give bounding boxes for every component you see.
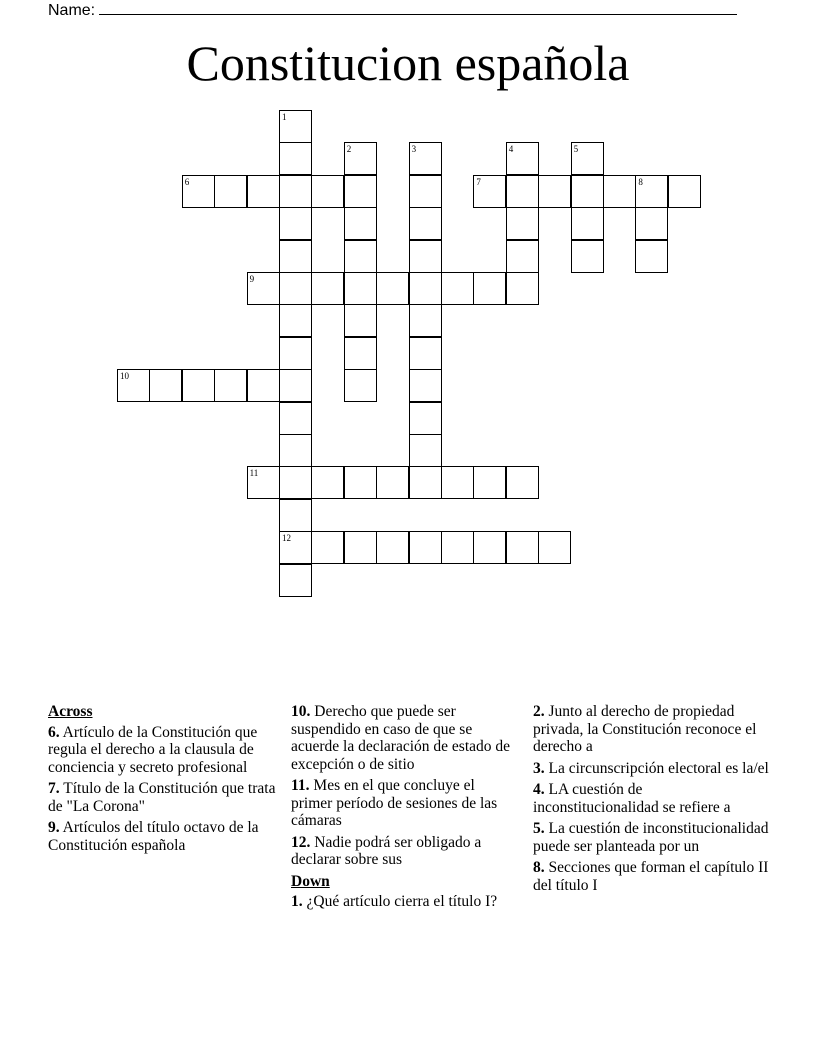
grid-cell[interactable] (506, 142, 539, 175)
clue-number: 8. (533, 859, 545, 876)
grid-cell[interactable] (441, 466, 474, 499)
clue-across-7 (48, 780, 280, 815)
grid-cell[interactable] (214, 175, 247, 208)
grid-cell[interactable] (473, 531, 506, 564)
grid-cell[interactable] (376, 272, 409, 305)
grid-cell[interactable] (344, 369, 377, 402)
grid-cell[interactable] (409, 240, 442, 273)
grid-cell[interactable] (506, 272, 539, 305)
grid-cell[interactable] (311, 175, 344, 208)
name-underline[interactable] (99, 0, 737, 15)
grid-cell[interactable] (409, 531, 442, 564)
grid-cell[interactable] (279, 110, 312, 143)
clues-column-1 (48, 703, 280, 858)
clue-text: Mes en el que concluye el primer período de sesiones de las cámaras (291, 777, 498, 829)
clue-number: 2. (533, 703, 545, 720)
grid-cell[interactable] (279, 402, 312, 435)
down-heading: Down (291, 872, 330, 890)
grid-cell[interactable] (441, 531, 474, 564)
clue-number: 12. (291, 833, 311, 851)
clue-across-9 (48, 819, 280, 854)
clue-text: Artículos del título octavo de la Constitución española (48, 819, 259, 854)
cell-number: 11 (249, 468, 259, 479)
grid-cell[interactable] (409, 207, 442, 240)
grid-cell[interactable] (635, 207, 668, 240)
grid-cell[interactable] (668, 175, 701, 208)
grid-cell[interactable] (571, 175, 604, 208)
grid-cell[interactable] (344, 531, 377, 564)
cell-number: 10 (120, 371, 129, 382)
grid-cell[interactable] (311, 466, 344, 499)
grid-cell[interactable] (279, 369, 312, 402)
grid-cell[interactable] (279, 207, 312, 240)
clue-text: Artículo de la Constitución que regula el derecho a la clausula de conciencia y secreto profesional (48, 723, 258, 776)
grid-cell[interactable] (344, 272, 377, 305)
grid-cell[interactable] (344, 175, 377, 208)
grid-cell[interactable] (344, 466, 377, 499)
grid-cell[interactable] (571, 240, 604, 273)
grid-cell[interactable] (344, 304, 377, 337)
clue-number: 5. (533, 820, 545, 837)
grid-cell[interactable] (182, 175, 215, 208)
clue-number: 1. (291, 893, 303, 910)
grid-cell[interactable] (279, 142, 312, 175)
clue-number: 6. (48, 723, 60, 741)
grid-cell[interactable] (149, 369, 182, 402)
clue-text: La cuestión de inconstitucionalidad puede ser planteada por un (533, 820, 769, 855)
grid-cell[interactable] (538, 175, 571, 208)
clue-text: La circunscripción electoral es la/el (548, 759, 769, 777)
grid-cell[interactable] (473, 466, 506, 499)
grid-cell[interactable] (635, 240, 668, 273)
clue-number: 9. (48, 819, 60, 836)
grid-cell[interactable] (409, 402, 442, 435)
clue-down-8 (533, 859, 771, 894)
grid-cell[interactable] (506, 240, 539, 273)
grid-cell[interactable] (538, 531, 571, 564)
grid-cell[interactable] (344, 240, 377, 273)
grid-cell[interactable] (279, 434, 312, 467)
cell-number: 5 (573, 144, 579, 155)
grid-cell[interactable] (409, 272, 442, 305)
grid-cell[interactable] (409, 369, 442, 402)
grid-cell[interactable] (473, 272, 506, 305)
grid-cell[interactable] (311, 531, 344, 564)
clue-text: Secciones que forman el capítulo II del título I (533, 859, 769, 894)
grid-cell[interactable] (376, 466, 409, 499)
clue-text: Nadie podrá ser obligado a declarar sobre sus (291, 833, 482, 868)
grid-cell[interactable] (376, 531, 409, 564)
clue-across-11 (291, 777, 515, 830)
clues-column-2 (291, 703, 515, 915)
clue-down-4 (533, 781, 771, 816)
clue-number: 7. (48, 780, 60, 797)
cell-number: 9 (249, 274, 255, 284)
name-field[interactable] (48, 0, 748, 20)
grid-cell[interactable] (279, 240, 312, 273)
cell-number: 6 (184, 176, 190, 187)
grid-cell[interactable] (344, 207, 377, 240)
cell-number: 2 (346, 144, 352, 155)
grid-cell[interactable] (441, 272, 474, 305)
cell-number: 3 (411, 144, 417, 155)
cell-number: 4 (508, 144, 514, 155)
grid-cell[interactable] (279, 175, 312, 208)
name-label: Name: (48, 2, 96, 19)
cell-number: 1 (282, 112, 287, 122)
clue-across-6 (48, 724, 280, 777)
clue-number: 3. (533, 759, 545, 777)
across-heading: Across (48, 703, 93, 720)
grid-cell[interactable] (247, 369, 280, 402)
grid-cell[interactable] (214, 369, 247, 402)
clue-text: LA cuestión de inconstitucionalidad se refiere a (533, 781, 731, 816)
grid-cell[interactable] (603, 175, 636, 208)
clue-down-5 (533, 820, 771, 855)
cell-number: 7 (476, 176, 481, 187)
grid-cell[interactable] (279, 272, 312, 305)
grid-cell[interactable] (409, 434, 442, 467)
grid-cell[interactable] (409, 175, 442, 208)
grid-cell[interactable] (279, 337, 312, 370)
grid-cell[interactable] (409, 142, 442, 175)
grid-cell[interactable] (279, 499, 312, 532)
cell-number: 12 (282, 533, 291, 544)
grid-cell[interactable] (117, 369, 150, 402)
clue-across-10 (291, 703, 515, 773)
grid-cell[interactable] (279, 304, 312, 337)
clue-down-2 (533, 703, 771, 756)
clues-column-3 (533, 703, 771, 898)
grid-cell[interactable] (409, 304, 442, 337)
grid-cell[interactable] (571, 207, 604, 240)
grid-cell[interactable] (506, 531, 539, 564)
clue-number: 10. (291, 703, 311, 720)
grid-cell[interactable] (635, 175, 668, 208)
grid-cell[interactable] (409, 337, 442, 370)
grid-cell[interactable] (506, 207, 539, 240)
clue-text: Junto al derecho de propiedad privada, la Constitución reconoce el derecho a (533, 703, 757, 755)
clue-down-1 (291, 893, 515, 911)
grid-cell[interactable] (311, 272, 344, 305)
grid-cell[interactable] (344, 142, 377, 175)
grid-cell[interactable] (344, 337, 377, 370)
grid-cell[interactable] (279, 564, 312, 597)
grid-cell[interactable] (473, 175, 506, 208)
clue-text: Título de la Constitución que trata de "La Corona" (48, 780, 276, 815)
grid-cell[interactable] (247, 272, 280, 305)
grid-cell[interactable] (506, 175, 539, 208)
page-title: Constitucion española (186, 35, 630, 91)
clue-number: 11. (291, 777, 310, 794)
clue-number: 4. (533, 781, 545, 798)
clue-text: ¿Qué artículo cierra el título I? (306, 893, 498, 910)
clue-down-3 (533, 760, 771, 778)
grid-cell[interactable] (571, 142, 604, 175)
grid-cell[interactable] (279, 531, 312, 564)
grid-cell[interactable] (182, 369, 215, 402)
grid-cell[interactable] (506, 466, 539, 499)
cell-number: 8 (638, 176, 643, 187)
clue-text: Derecho que puede ser suspendido en caso de que se acuerde la declaración de estado de excepción o de sitio (291, 703, 511, 773)
grid-cell[interactable] (409, 466, 442, 499)
grid-cell[interactable] (247, 175, 280, 208)
grid-cell[interactable] (247, 466, 280, 499)
grid-cell[interactable] (279, 466, 312, 499)
clue-across-12 (291, 834, 515, 869)
